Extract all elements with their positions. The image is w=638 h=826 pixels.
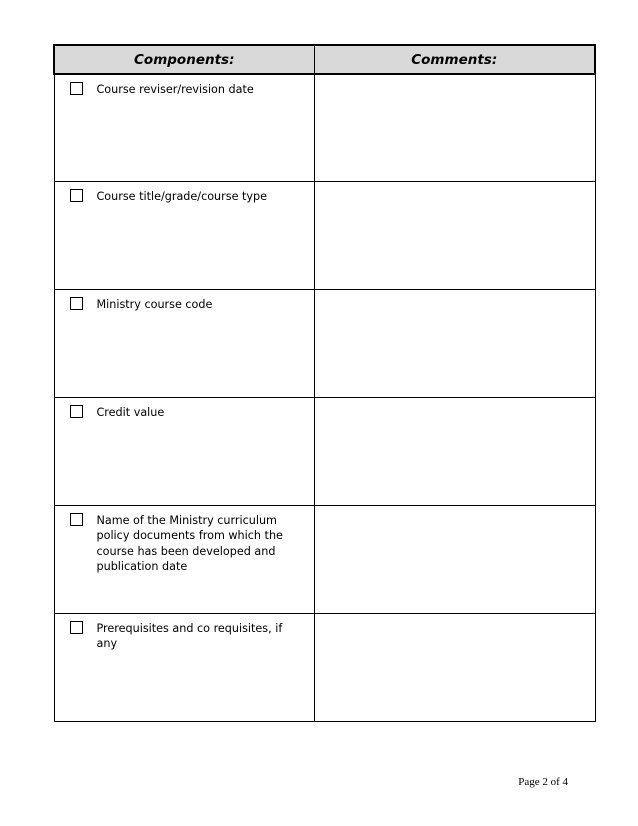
component-cell <box>54 74 314 181</box>
table-row <box>54 613 595 721</box>
table-header-row <box>54 45 595 74</box>
comments-header: Comments: <box>314 45 595 74</box>
component-label: Prerequisites and co requisites, if any <box>96 621 283 651</box>
component-label: Course title/grade/course type <box>96 189 268 203</box>
components-checklist-table <box>53 44 596 722</box>
component-cell <box>54 613 314 721</box>
page-number: Page 2 of 4 <box>518 776 568 788</box>
checkbox[interactable] <box>70 297 83 310</box>
checkbox[interactable] <box>70 405 83 418</box>
checkbox[interactable] <box>70 513 83 526</box>
comment-cell[interactable] <box>314 74 595 181</box>
component-label: Credit value <box>96 405 165 419</box>
component-label: Ministry course code <box>96 297 213 311</box>
table-row <box>54 505 595 613</box>
comment-cell[interactable] <box>314 505 595 613</box>
comment-cell[interactable] <box>314 613 595 721</box>
component-cell <box>54 181 314 289</box>
checkbox[interactable] <box>70 82 83 95</box>
comment-cell[interactable] <box>314 181 595 289</box>
comment-cell[interactable] <box>314 397 595 505</box>
table-row <box>54 74 595 181</box>
component-label: Course reviser/revision date <box>96 83 254 96</box>
checkbox[interactable] <box>70 189 83 202</box>
component-label: Name of the Ministry curriculum policy documents from which the course has been developed and publication date <box>96 513 283 574</box>
component-cell <box>54 397 314 505</box>
component-cell <box>54 505 314 613</box>
table-row <box>54 289 595 397</box>
comment-cell[interactable] <box>314 289 595 397</box>
table-row <box>54 397 595 505</box>
components-header: Components: <box>54 45 314 74</box>
table-row <box>54 181 595 289</box>
checkbox[interactable] <box>70 621 83 634</box>
component-cell <box>54 289 314 397</box>
